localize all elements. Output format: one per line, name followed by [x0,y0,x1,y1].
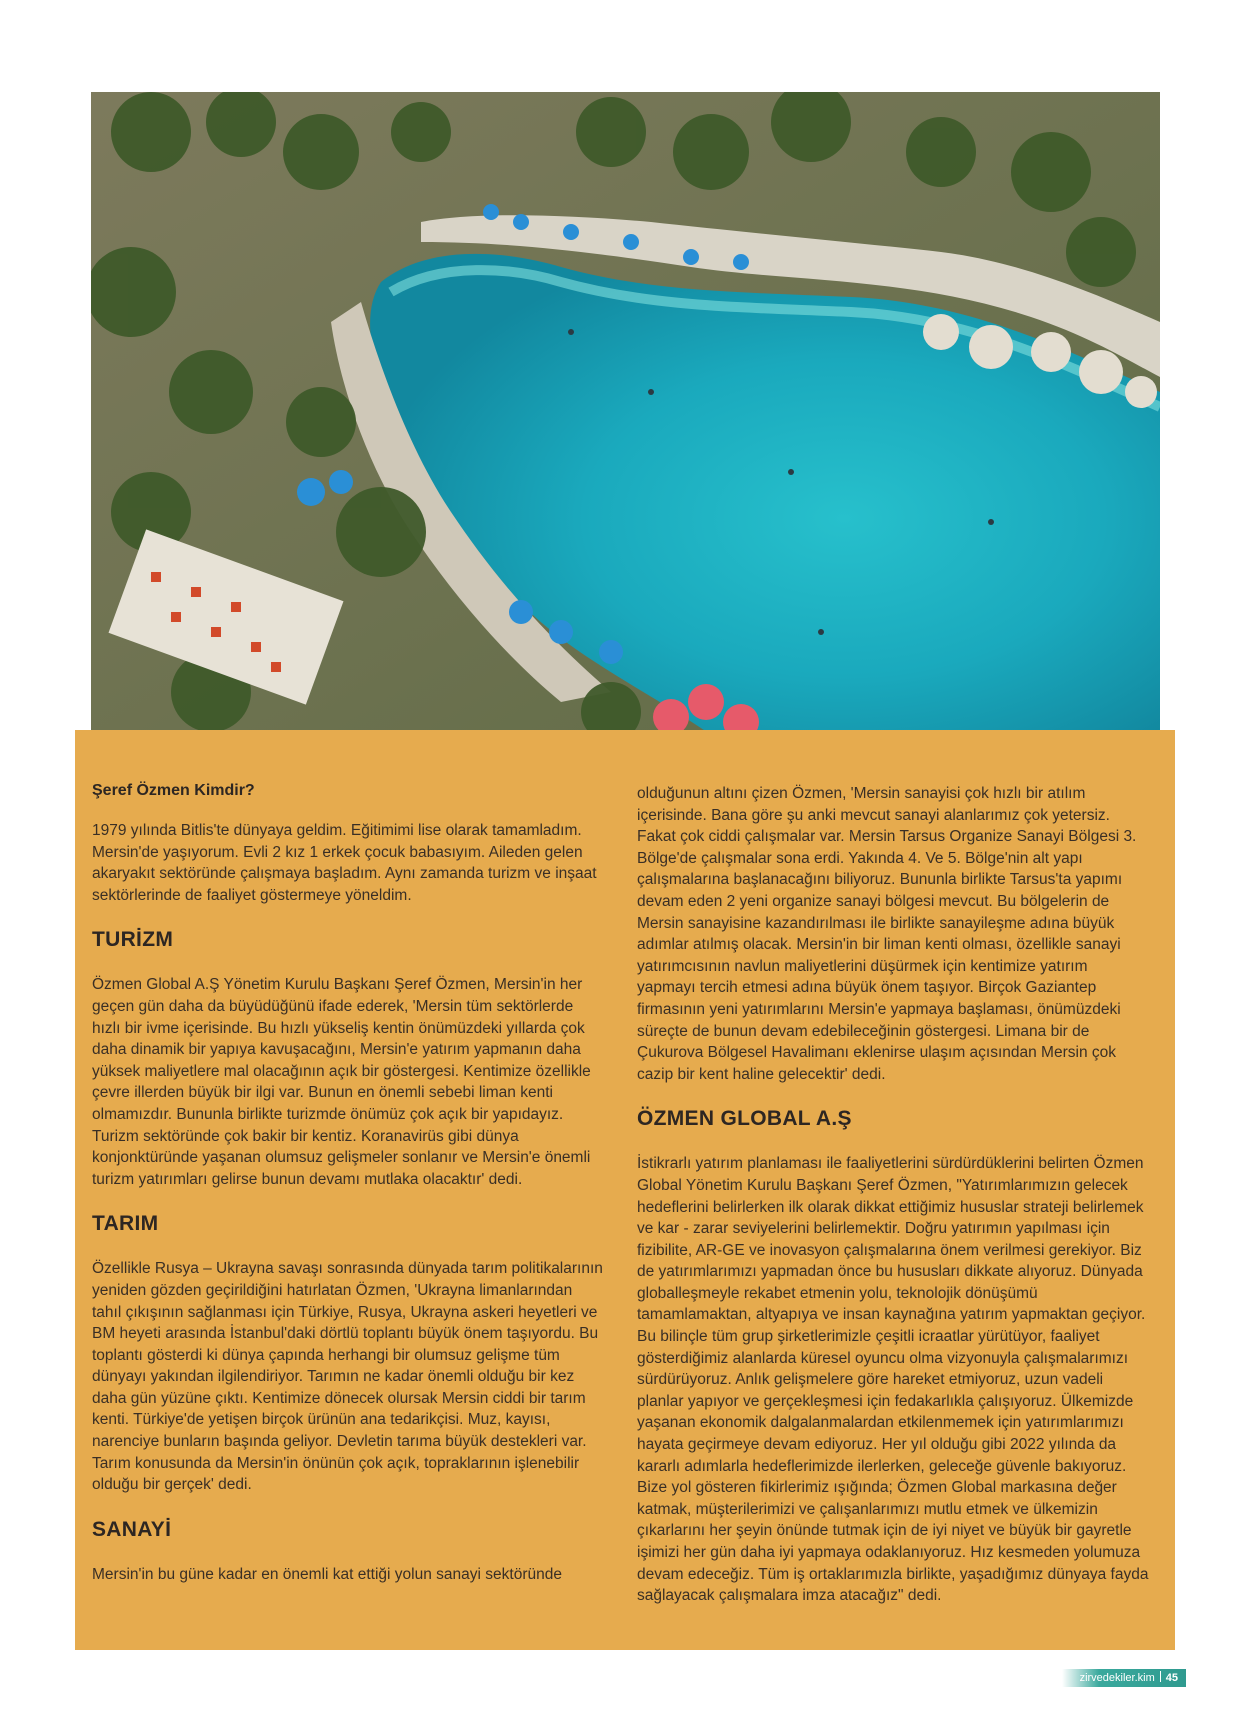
industry-paragraph: Mersin'in bu güne kadar en önemli kat ettiği yolun sanayi sektöründe [92,1565,562,1583]
article-panel [75,730,1175,1650]
page-number: 45 [1165,1672,1178,1684]
page-footer [1062,1669,1186,1687]
coastal-cove-photo [91,92,1160,735]
footer-site: zirvedekiler.kim [1079,1672,1155,1684]
heading-tourism: TURİZM [92,928,174,952]
coastal-cove-illustration [91,92,1160,735]
agriculture-paragraph: Özellikle Rusya – Ukrayna savaşı sonrasında dünyada tarım politikalarının yeniden gözden geçirildiğini hatırlatan Özmen, 'Ukrayna limanlarından tahıl çıkışının sağlanması için Türkiye, Rusya, Ukrayna askeri heyetleri ve BM heyeti arasında İstanbul'daki dörtlü toplantı büyük önem taşıyordu. Bu toplantı gösterdi ki dünya çapında herhangi bir olumsuz gelişme tüm dünyayı yakından ilgilendiriyor. Tarımın ne kadar önemli olduğu bir kez daha gün yüzüne çıktı. Kentimize dönecek olursak Mersin ciddi bir tarım kenti. Türkiye'de yetişen birçok ürünün ana tedarikçisi. Muz, kayısı, narenciye bunların başında geliyor. Devletin tarıma büyük destekleri var. Tarım konusunda da Mersin'in önünün çok açık, topraklarının işlenebilir olduğu bir gerçek' dedi. [92,1260,603,1494]
heading-intro: Şeref Özmen Kimdir? [92,782,255,799]
intro-paragraph: 1979 yılında Bitlis'te dünyaya geldim. Eğitimimi lise olarak tamamladım. Mersin'de yaşıyorum. Evli 2 kız 1 erkek çocuk babasıyım. Aileden gelen akaryakıt sektöründe çalışmaya başladım. Aynı zamanda turizm ve inşaat sektörlerinde de faaliyet göstermeye yöneldim. [92,822,597,904]
left-column [92,780,604,1607]
heading-company: ÖZMEN GLOBAL A.Ş [637,1107,852,1131]
heading-agriculture: TARIM [92,1212,159,1236]
right-column [637,783,1149,1629]
industry-paragraph-continued: olduğunun altını çizen Özmen, 'Mersin sanayisi çok hızlı bir atılım içerisinde. Bana göre şu anki mevcut sanayi alanlarımız çok yetersiz. Fakat çok ciddi çalışmalar var. Mersin Tarsus Organize Sanayi Bölgesi 3. Bölge'de çalışmalar sona erdi. Yakında 4. Ve 5. Bölge'nin alt yapı çalışmalarına başlanacağını biliyoruz. Bununla birlikte Tarsus'ta yapımı devam eden 2 yeni organize sanayi bölgesi mevcut. Bu bölgelerin de Mersin sanayisine kazandırılması ile birlikte sanayileşme adına büyük adımlar atılmış olacak. Mersin'in bir liman kenti olması, özellikle sanayi yatırımcısının navlun maliyetlerini düşürmek için kentimize yatırım yapmayı tercih etmesi adına büyük önem taşıyor. Birçok Gaziantep firmasının yeni yatırımlarını Mersin'e yapmaya başlaması, önümüzdeki süreçte de bunun devam edebileceğinin göstergesi. Limana bir de Çukurova Bölgesel Havalimanı eklenirse ulaşım açısından Mersin çok cazip bir kent haline gelecektir' dedi. [637,785,1137,1083]
tourism-paragraph: Özmen Global A.Ş Yönetim Kurulu Başkanı Şeref Özmen, Mersin'in her geçen gün daha da büyüdüğünü ifade ederek, 'Mersin tüm sektörlerde hızlı bir ivme içerisinde. Bu hızlı yükseliş kentin önümüzdeki yıllarda çok daha dinamik bir yapıya kavuşacağını, Mersin'e yatırım yapmanın daha yüksek maliyetlere mal olacağının açık bir göstergesi. Kentimize özellikle çevre illerden büyük bir ilgi var. Bunun en önemli sebebi liman kenti olmamızdır. Bununla birlikte turizmde önümüz çok açık bir yapıdayız. Turizm sektöründe çok bakir bir kentiz. Koranavirüs gibi dünya konjonktüründe yaşanan olumsuz gelişmeler sonlanır ve Mersin'e önemli turizm yatırımları gelirse bunun devamı mutlaka olacaktır' dedi. [92,976,591,1188]
footer-divider [1160,1671,1161,1682]
company-paragraph: İstikrarlı yatırım planlaması ile faaliyetlerini sürdürdüklerini belirten Özmen Global Yönetim Kurulu Başkanı Şeref Özmen, "Yatırımlarımızın gelecek hedeflerini belirlerken ilk olarak dikkat ettiğimiz hususlar strateji belirlemek ve kar - zarar seviyelerini belirlemektir. Doğru yatırımın yapılması için fizibilite, AR-GE ve inovasyon çalışmalarına önem verilmesi gerekiyor. Biz de yatırımlarımızı yapmadan önce bu hususları dikkate alıyoruz. Dünyada globalleşmeyle rekabet etmenin yolu, teknolojik dönüşümü tamamlamaktan, altyapıya ve insan kaynağına yatırım yapmaktan geçiyor. Bu bilinçle tüm grup şirketlerimizle çeşitli icraatlar yürütüyor, faaliyet gösterdiğimiz alanlarda küresel oyuncu olma vizyonuyla çalışmalarımızı sürdürüyoruz. Anlık gelişmelere göre hareket etmiyoruz, uzun vadeli planlar yapıyor ve gerçekleşmesi için fedakarlıkla çalışıyoruz. Ülkemizde yaşanan ekonomik dalgalanmalardan etkilenmemek için yatırımlarımızı hayata geçirmeye devam ediyoruz. Her yıl olduğu gibi 2022 yılında da kararlı adımlarla hedeflerimizde ilerlerken, geleceğe güvenle bakıyoruz. Bize yol gösteren fikirlerimiz ışığında; Özmen Global markasına değer katmak, müşterilerimizi ve çalışanlarımızı mutlu etmek ve ülkemizin çıkarlarını her şeyin önünde tutmak için de iyi niyet ve büyük bir gayretle işimizi her gün daha iyi yapmaya odaklanıyoruz. Hız kesmeden yolumuza devam edeceğiz. Tüm iş ortaklarımızla birlikte, yaşadığımız dünyaya fayda sağlayacak çalışmalara imza atacağız" dedi. [637,1155,1149,1605]
heading-industry: SANAYİ [92,1517,172,1541]
